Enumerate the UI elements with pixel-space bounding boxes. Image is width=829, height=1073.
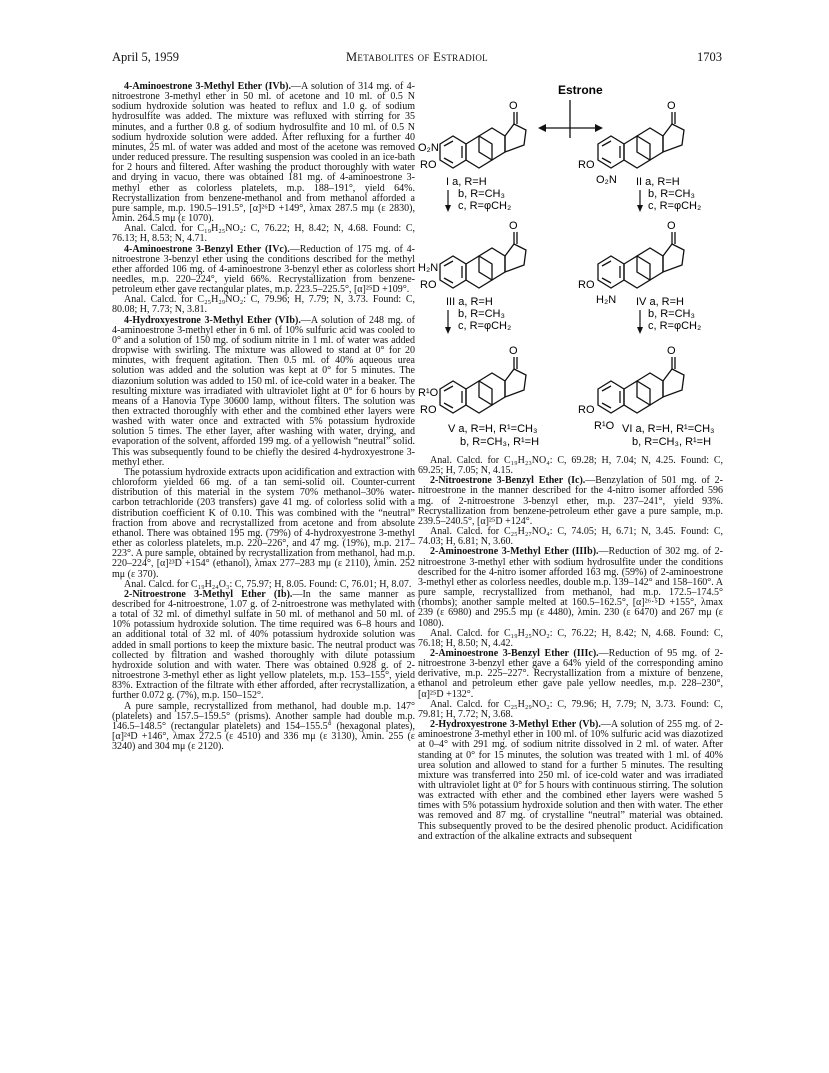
compound-i-label: I a, R=H: [446, 176, 487, 188]
paragraph: [112, 468, 415, 580]
section-heading: 2-Hydroxyestrone 3-Methyl Ether (Vb).: [430, 719, 601, 731]
paragraph-text: Anal. Calcd. for C₁₉H₂₄O₃: C, 75.97; H, 8.05. Found: C, 76.01; H, 8.07.: [124, 578, 412, 590]
paragraph-text: —Reduction of 175 mg. of 4-nitroestrone 3-benzyl ether using the conditions described for the methyl ether afforded 106 mg. of 4-aminoestrone 3-benzyl ether as colorless short needles, m.p. 220–224°, yield 66%. Recrystallization from benzene-petroleum ether gave rectangular plates, m.p. 223.5–225.5°, [α]²⁵D +109°.: [112, 243, 415, 296]
ro-label: RO: [578, 159, 595, 171]
ro-label: RO: [578, 404, 595, 416]
compound-vi-b: b, R=CH₃, R¹=H: [632, 436, 712, 448]
compound-iv-c: c, R=φCH₂: [648, 320, 702, 332]
paragraph: [112, 295, 415, 315]
paragraph: [418, 527, 723, 547]
paragraph: [112, 82, 415, 224]
compound-ii-b: b, R=CH₃: [648, 188, 695, 200]
compound-i-c: c, R=φCH₂: [458, 200, 512, 212]
h2n-label: H₂N: [418, 262, 439, 274]
paragraph: [418, 649, 723, 700]
paragraph-text: A pure sample, recrystallized from methanol, had double m.p. 147° (platelets) and 157.5–159.5° (prisms). Another sample had double m.p. 146.5–148.5° (rectangular platelets) and 154–155.5° (hexagonal plates), [α]²⁴D +146°, λmax 272.5 (ε 4510) and 336 mμ (ε 3130), λmin. 255 (ε 3240) and 304 mμ (ε 2120).: [112, 700, 415, 753]
paragraph-text: Anal. Calcd. for C₁₉H₂₅NO₂: C, 76.22; H, 8.42; N, 4.68. Found: C, 76.18; H, 8.50; N, 4.42.: [418, 627, 723, 649]
right-column: [418, 456, 723, 842]
reaction-scheme: [418, 78, 723, 453]
paragraph: [112, 245, 415, 296]
header-date: April 5, 1959: [112, 50, 180, 64]
structure-v: [440, 345, 526, 413]
compound-i-b: b, R=CH₃: [458, 188, 505, 200]
h2n-label: H₂N: [596, 294, 617, 306]
ketone-label: O: [509, 100, 518, 112]
left-column: [112, 82, 415, 752]
structure-iv: [598, 220, 684, 288]
paragraph: [112, 316, 415, 468]
down-arrowhead: [445, 205, 451, 212]
structure-iii: [440, 220, 526, 288]
compound-v-label: V a, R=H, R¹=CH₃: [448, 423, 538, 435]
estrone-label: Estrone: [558, 83, 603, 97]
ro-label: RO: [420, 279, 437, 291]
structure-vi: [598, 345, 684, 413]
header-journal-title: Metabolites of Estradiol: [346, 50, 488, 64]
paragraph-text: —In the same manner as described for 4-nitroestrone, 1.07 g. of 2-nitroestrone was methylated with a total of 32 ml. of dimethyl sulfate in 50 ml. of methanol and 50 ml. of 10% potassium hydroxide solution. The time required was 6–8 hours and an additional total of 32 ml. of 40% potassium hydroxide solution was added in small portions to keep the mixture basic. The neutral product was collected by filtration and washed thoroughly with dilute potassium hydroxide solution and with water. There was obtained 0.928 g. of 2-nitroestrone 3-methyl ether as light yellow platelets, m.p. 153–155°, yield 83%. Extraction of the filtrate with ether afforded, after recrystallization, a further 0.072 g. (7%), m.p. 150–152°.: [112, 588, 415, 702]
compound-iii-b: b, R=CH₃: [458, 308, 505, 320]
reaction-scheme-svg: [418, 78, 723, 453]
paragraph-text: Anal. Calcd. for C₁₉H₂₃NO₄: C, 69.28; H, 7.04; N, 4.25. Found: C, 69.25; H, 7.05; N, 4.15.: [418, 455, 723, 477]
page-header: [112, 50, 722, 68]
paragraph: [418, 456, 723, 476]
o2n-label: O₂N: [596, 174, 617, 186]
ro-label: RO: [420, 159, 437, 171]
paragraph-text: —Reduction of 95 mg. of 2-nitroestrone 3-benzyl ether gave a 64% yield of the corresponding amino derivative, m.p. 225–227°. Recrystallization from a mixture of benzene, ethanol and petroleum ether gave pale yellow needles, m.p. 228–230°, [α]²⁵D +132°.: [418, 647, 724, 700]
compound-iii-label: III a, R=H: [446, 296, 493, 308]
paragraph-text: The potassium hydroxide extracts upon acidification and extraction with chloroform yielded 66 mg. of a tan semi-solid oil. Counter-current distribution of this material in the system 70% methanol–30% water-carbon tetrachloride (203 transfers) gave 41 mg. of colorless solid with a distribution coefficient K of 0.10. This was combined with the “neutral” fraction from above and recrystallized from acetone and from absolute ethanol. There was obtained 195 mg. (79%) of 4-hydroxyestrone 3-methyl ether as colorless platelets, m.p. 220–226°, and 47 mg. (19%), m.p. 217–223°. A pure sample, obtained by recrystallization from methanol, had m.p. 220–224°, [α]²³D +154° (ethanol), λmax 277–283 mμ (ε 2110), λmin. 252 mμ (ε 370).: [112, 466, 415, 580]
paragraph: [418, 476, 723, 527]
ketone-label: O: [509, 345, 518, 357]
section-heading: 2-Nitroestrone 3-Benzyl Ether (Ic).: [430, 475, 586, 487]
ketone-label: O: [667, 100, 676, 112]
paragraph: [418, 700, 723, 720]
compound-iv-label: IV a, R=H: [636, 296, 684, 308]
section-heading: 2-Nitroestrone 3-Methyl Ether (Ib).: [124, 588, 293, 600]
paragraph: [418, 629, 723, 649]
o2n-label: O₂N: [418, 142, 439, 154]
section-heading: 4-Aminoestrone 3-Benzyl Ether (IVc).: [124, 243, 290, 255]
r1o-label: R¹O: [594, 420, 615, 432]
paragraph-text: —A solution of 314 mg. of 4-nitroestrone 3-methyl ether in 50 ml. of acetone and 10 ml. of 0.5 N sodium hydroxide solution was heated to reflux and 1.0 g. of sodium hydrosulfite was added. The mixture was refluxed with stirring for 35 minutes, and a further 0.8 g. of sodium hydrosulfite and 10 ml. of 0.5 N sodium hydroxide solution were added. After refluxing for a further 40 minutes, 25 ml. of water was added and most of the acetone was removed under reduced pressure. The resulting suspension was cooled in an ice-bath for 2 hours and filtered. After washing the product thoroughly with water and drying in vacuo, there was obtained 181 mg. of 4-aminoestrone 3-methyl ether as colorless platelets, m.p. 188–191°, yield 64%. Recrystallization from benzene-methanol and from methanol afforded a pure sample, m.p. 190.5–191.5°, [α]²⁶D +149°, λmax 287.5 mμ (ε 2830), λmin. 264.5 mμ (ε 1070).: [112, 81, 415, 225]
compound-ii-label: II a, R=H: [636, 176, 680, 188]
compound-iv-b: b, R=CH₃: [648, 308, 695, 320]
down-arrowhead: [637, 327, 643, 334]
paragraph-text: Anal. Calcd. for C₂₅H₂₉NO₂: C, 79.96; H, 7.79; N, 3.73. Found: C, 80.08; H, 7.73; N, 3.81.: [112, 294, 415, 316]
compound-v-b: b, R=CH₃, R¹=H: [460, 436, 540, 448]
ro-label: RO: [420, 404, 437, 416]
paragraph-text: —A solution of 255 mg. of 2-aminoestrone 3-methyl ether in 100 ml. of 10% sulfuric acid was diazotized at 0–4° with 291 mg. of sodium nitrite dissolved in 2 ml. of water. After standing at 0° for 15 minutes, the solution was treated with 1 ml. of 40% urea solution and allowed to stand for a further 5 minutes. The resulting mixture was transferred into 250 ml. of ice-cold water and was irradiated with ultraviolet light at 0° for 5 hours with continuous stirring. The solution was extracted with ether and the combined ether layers were washed 5 times with 5% potassium hydroxide solution and then with water. The ether was removed and 87 mg. of crystalline “neutral” material was obtained. This subsequently proved to be the desired phenolic product. Acidification and extraction of the alkaline extracts and subsequent: [418, 719, 723, 842]
paragraph-text: Anal. Calcd. for C₂₅H₂₉NO₂: C, 79.96; H, 7.79; N, 3.73. Found: C, 79.81; H, 7.72; N, 3.68.: [418, 698, 723, 720]
section-heading: 4-Aminoestrone 3-Methyl Ether (IVb).: [124, 81, 292, 92]
structure-i: [440, 100, 526, 168]
paragraph: [418, 547, 723, 628]
compound-ii-c: c, R=φCH₂: [648, 200, 702, 212]
ro-label: RO: [578, 279, 595, 291]
structure-ii: [598, 100, 684, 168]
r1o-label: R¹O: [418, 387, 439, 399]
paragraph-text: Anal. Calcd. for C₁₉H₂₅NO₂: C, 76.22; H, 8.42; N, 4.68. Found: C, 76.13; H, 8.53; N, 4.71.: [112, 223, 415, 245]
paragraph: [418, 720, 723, 842]
section-heading: 4-Hydroxyestrone 3-Methyl Ether (VIb).: [124, 314, 301, 326]
down-arrowhead: [445, 327, 451, 334]
paragraph-text: —Reduction of 302 mg. of 2-nitroestrone 3-methyl ether with sodium hydrosulfite under the conditions described for the 4-nitro isomer afforded 163 mg. (59%) of 2-aminoestrone 3-methyl ether as colorless needles, double m.p. 139–142° and 158–160°. A pure sample, recrystallized from methanol, had m.p. 172.5–174.5° (rhombs); another sample melted at 160.5–162.5°, [α]²⁶·⁵D +155°, λmax 239 (ε 6980) and 295.5 mμ (ε 4480), λmin. 230 (ε 6470) and 267 mμ (ε 1080).: [418, 546, 723, 629]
compound-iii-c: c, R=φCH₂: [458, 320, 512, 332]
compound-vi-label: VI a, R=H, R¹=CH₃: [622, 423, 715, 435]
left-arrowhead: [538, 124, 546, 132]
ketone-label: O: [509, 220, 518, 232]
section-heading: 2-Aminoestrone 3-Methyl Ether (IIIb).: [430, 546, 599, 558]
paragraph-text: —A solution of 248 mg. of 4-aminoestrone 3-methyl ether in 6 ml. of 10% sulfuric acid was cooled to 0° and a solution of 150 mg. of sodium nitrite in 1 ml. of water was added dropwise with swirling. The mixture was allowed to stand at 0° for 20 minutes, with frequent agitation. Then 0.5 ml. of 40% aqueous urea solution was added and the solution was kept at 0° for 5 minutes. The diazonium solution was added to 150 ml. of ice-cold water in a beaker. The resulting mixture was irradiated with ultraviolet light at 0° for 6 hours by means of a Hanovia Type 30600 lamp, without filters. The solution was then extracted thoroughly with ether and the combined ether layers were washed with water once and extracted with 5% potassium hydroxide solution 5 times. The ether layer, after washing with water, drying, and evaporation of the solvent, afforded 199 mg. of a yellowish “neutral” solid. This was subsequently found to be chiefly the desired 4-hydroxyestrone 3-methyl ether.: [112, 314, 415, 468]
down-arrowhead: [637, 205, 643, 212]
section-heading: 2-Aminoestrone 3-Benzyl Ether (IIIc).: [430, 647, 599, 659]
right-arrowhead: [595, 124, 603, 132]
paragraph: [112, 590, 415, 702]
paragraph: [112, 702, 415, 753]
ketone-label: O: [667, 220, 676, 232]
header-page-number: 1703: [697, 50, 722, 64]
ketone-label: O: [667, 345, 676, 357]
paragraph-text: —Benzylation of 501 mg. of 2-nitroestrone in the manner described for the 4-nitro isomer afforded 596 mg. of 2-nitroestrone 3-benzyl ether, m.p. 237–241°, yield 93%. Recrystallization from benzene-petroleum ether gave a pure sample, m.p. 239.5–240.5°, [α]²⁵D +124°.: [418, 475, 723, 527]
paragraph-text: Anal. Calcd. for C₂₅H₂₇NO₄: C, 74.05; H, 6.71; N, 3.45. Found: C, 74.03; H, 6.81; N, 3.60.: [418, 526, 723, 548]
paragraph: [112, 224, 415, 244]
